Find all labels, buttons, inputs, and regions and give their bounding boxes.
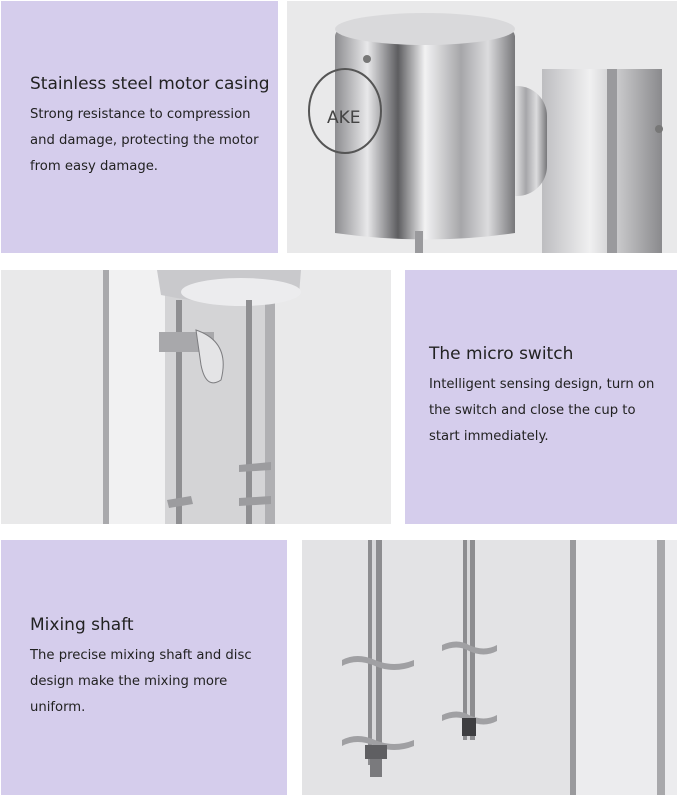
- description-line: from easy damage.: [30, 159, 158, 174]
- description-line: Intelligent sensing design, turn on: [429, 377, 655, 392]
- feature-card-micro-switch: [405, 270, 677, 524]
- feature-description: [429, 372, 677, 450]
- description-line: uniform.: [30, 699, 86, 715]
- description-line: the switch and close the cup to: [429, 403, 636, 418]
- feature-description: [30, 102, 278, 180]
- description-line: start immediately.: [429, 429, 549, 444]
- description-line: Strong resistance to compression: [30, 107, 251, 122]
- motor-casing-image: [287, 1, 677, 253]
- mixing-shaft-image: [302, 540, 677, 795]
- brand-label: AKE: [327, 108, 361, 128]
- feature-card-motor-casing: [1, 1, 278, 253]
- feature-title: Mixing shaft: [30, 614, 134, 635]
- micro-switch-image: [1, 270, 391, 524]
- description-line: design make the mixing more: [30, 673, 228, 689]
- description-line: and damage, protecting the motor: [30, 133, 259, 148]
- description-line: The precise mixing shaft and disc: [30, 647, 252, 663]
- feature-title: The micro switch: [429, 344, 574, 364]
- feature-card-mixing-shaft: [1, 540, 287, 795]
- feature-title: Stainless steel motor casing: [30, 74, 270, 94]
- feature-description: [30, 643, 287, 721]
